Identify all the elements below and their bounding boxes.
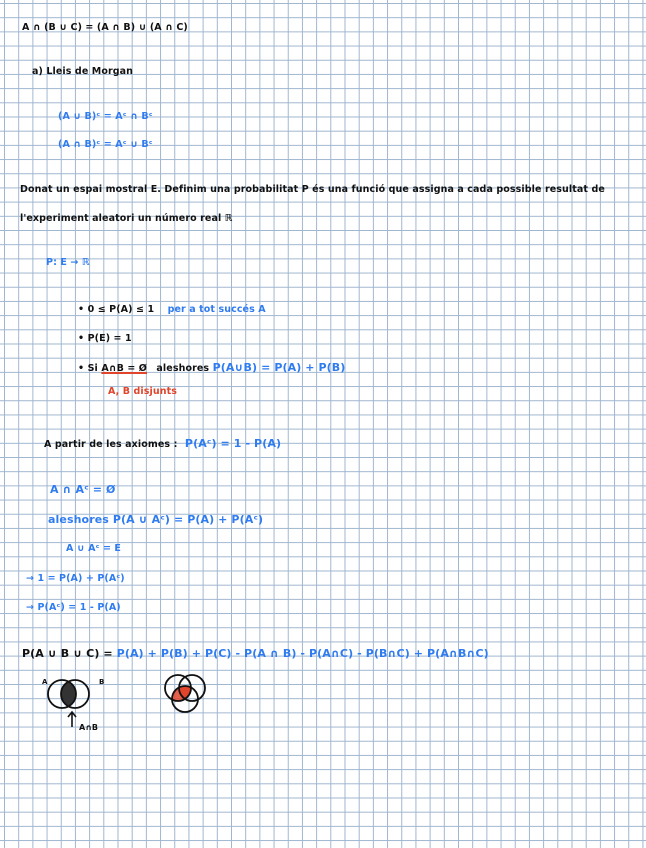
- definition-line-1: Donat un espai mostral E. Definim una probabilitat P és una funció que assigna a cada possible resultat de: [20, 184, 605, 195]
- proof-step-2: aleshores P(A ∪ Aᶜ) = P(A) + P(Aᶜ): [48, 513, 264, 526]
- definition-line-2: l'experiment aleatori un número real ℝ: [20, 213, 233, 224]
- complement-rule: P(Aᶜ) = 1 - P(A): [184, 437, 282, 450]
- axiom-3: [78, 362, 345, 375]
- axiom-1-note: per a tot succés A: [167, 304, 266, 315]
- axiom-3-condition: A∩B = Ø: [101, 363, 147, 374]
- axiom-2: [78, 333, 132, 345]
- proof-step-4: → 1 = P(A) + P(Aᶜ): [26, 573, 125, 584]
- axiom-2-text: P(E) = 1: [87, 333, 132, 344]
- probability-mapping: P: E → ℝ: [46, 257, 90, 268]
- from-axioms-text: A partir de les axiomes :: [44, 439, 178, 450]
- proof-step-1: A ∩ Aᶜ = Ø: [50, 483, 116, 496]
- venn-three-sets: [158, 668, 218, 728]
- venn-two-sets: [40, 675, 112, 747]
- distributive-law: A ∩ (B ∪ C) = (A ∩ B) ∪ (A ∩ C): [22, 22, 188, 33]
- bullet: •: [78, 333, 88, 344]
- from-axioms: [44, 438, 281, 451]
- venn-intersection-label: A∩B: [79, 723, 99, 732]
- axiom-1-text: 0 ≤ P(A) ≤ 1: [87, 304, 155, 315]
- union-rhs: P(A) + P(B) + P(C) - P(A ∩ B) - P(A∩C) - P(B∩C) + P(A∩B∩C): [116, 647, 489, 660]
- axiom-3-prefix: Si: [87, 363, 98, 374]
- morgan-title: a) Lleis de Morgan: [32, 66, 134, 77]
- morgan-law-2: (A ∩ B)ᶜ = Aᶜ ∪ Bᶜ: [58, 139, 153, 150]
- axiom-3-then: aleshores: [156, 363, 210, 374]
- proof-step-5: → P(Aᶜ) = 1 - P(A): [26, 602, 121, 613]
- inclusion-exclusion: [22, 648, 489, 660]
- bullet: •: [78, 304, 88, 315]
- proof-step-3: A ∪ Aᶜ = E: [66, 543, 122, 554]
- morgan-law-1: (A ∪ B)ᶜ = Aᶜ ∩ Bᶜ: [58, 111, 153, 122]
- axiom-3-result: P(A∪B) = P(A) + P(B): [212, 361, 346, 374]
- venn-label-b: B: [99, 678, 105, 686]
- bullet: •: [78, 363, 88, 374]
- axiom-1: [78, 304, 266, 316]
- axiom-3-note: A, B disjunts: [108, 386, 177, 397]
- union-lhs: P(A ∪ B ∪ C) =: [22, 647, 113, 660]
- venn-label-a: A: [42, 678, 48, 686]
- arrow-up-icon: [68, 712, 76, 727]
